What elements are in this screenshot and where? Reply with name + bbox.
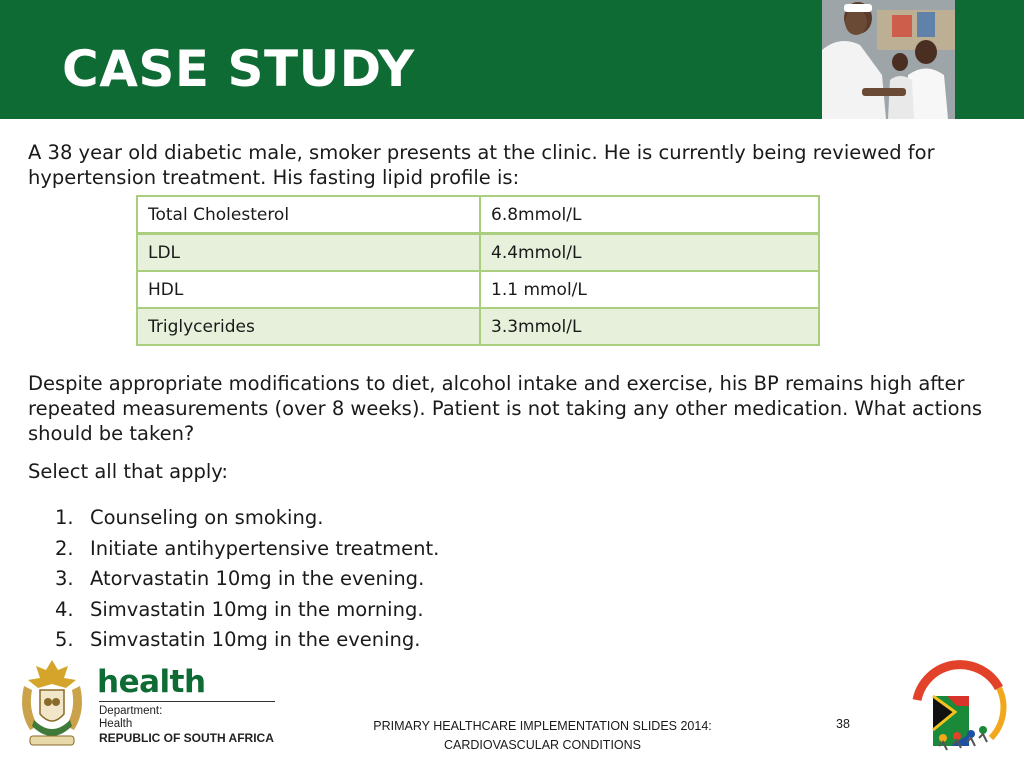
option-number: 4. bbox=[55, 597, 74, 621]
option-text: Simvastatin 10mg in the evening. bbox=[90, 628, 421, 651]
table-row bbox=[137, 308, 819, 345]
footer-caption-line: PRIMARY HEALTHCARE IMPLEMENTATION SLIDES 2014: bbox=[373, 719, 712, 733]
twenty-years-of-freedom-icon bbox=[903, 650, 1013, 762]
table-row bbox=[137, 234, 819, 272]
footer-caption bbox=[350, 717, 735, 755]
lipid-value: 6.8mmol/L bbox=[480, 196, 819, 234]
table-row bbox=[137, 271, 819, 308]
header-photo bbox=[822, 0, 955, 119]
footer-caption-line: CARDIOVASCULAR CONDITIONS bbox=[443, 738, 641, 752]
option-number: 2. bbox=[55, 536, 74, 560]
option-number: 5. bbox=[55, 628, 74, 651]
lipid-profile-table bbox=[136, 195, 820, 346]
option-text: Counseling on smoking. bbox=[90, 506, 324, 529]
list-item bbox=[55, 625, 439, 656]
option-text: Initiate antihypertensive treatment. bbox=[90, 536, 440, 560]
table-row bbox=[137, 196, 819, 234]
list-item bbox=[55, 503, 439, 534]
list-item bbox=[55, 534, 439, 565]
option-text: Atorvastatin 10mg in the evening. bbox=[90, 567, 425, 590]
lipid-value: 1.1 mmol/L bbox=[480, 271, 819, 308]
health-department-logo bbox=[97, 664, 277, 748]
option-number: 1. bbox=[55, 506, 74, 529]
coat-of-arms-icon bbox=[14, 656, 90, 752]
slide-title: CASE STUDY bbox=[62, 40, 415, 98]
lipid-name: Total Cholesterol bbox=[137, 196, 480, 234]
logo-divider bbox=[99, 701, 275, 702]
case-scenario: Despite appropriate modifications to diet, alcohol intake and exercise, his BP remains high after repeated measurements (over 8 weeks). Patient is not taking any other medication. What actions should be taken? bbox=[28, 372, 983, 445]
lipid-value: 3.3mmol/L bbox=[480, 308, 819, 345]
health-logo-word: health bbox=[97, 664, 206, 700]
nurse-photo-icon bbox=[822, 0, 955, 119]
option-number: 3. bbox=[55, 567, 74, 590]
country-name: REPUBLIC OF SOUTH AFRICA bbox=[99, 731, 274, 745]
lipid-name: HDL bbox=[137, 271, 480, 308]
list-item bbox=[55, 595, 439, 626]
case-intro: A 38 year old diabetic male, smoker presents at the clinic. He is currently being reviewed for hypertension treatment. His fasting lipid profile is: bbox=[28, 141, 935, 189]
answer-options bbox=[55, 503, 439, 656]
list-item bbox=[55, 564, 439, 595]
slide-number: 38 bbox=[836, 717, 850, 731]
lipid-name: LDL bbox=[137, 234, 480, 272]
department-name: Health bbox=[99, 718, 133, 730]
department-label: Department: bbox=[99, 705, 163, 717]
option-text: Simvastatin 10mg in the morning. bbox=[90, 597, 424, 621]
lipid-name: Triglycerides bbox=[137, 308, 480, 345]
select-instruction: Select all that apply: bbox=[28, 460, 228, 483]
lipid-value: 4.4mmol/L bbox=[480, 234, 819, 272]
